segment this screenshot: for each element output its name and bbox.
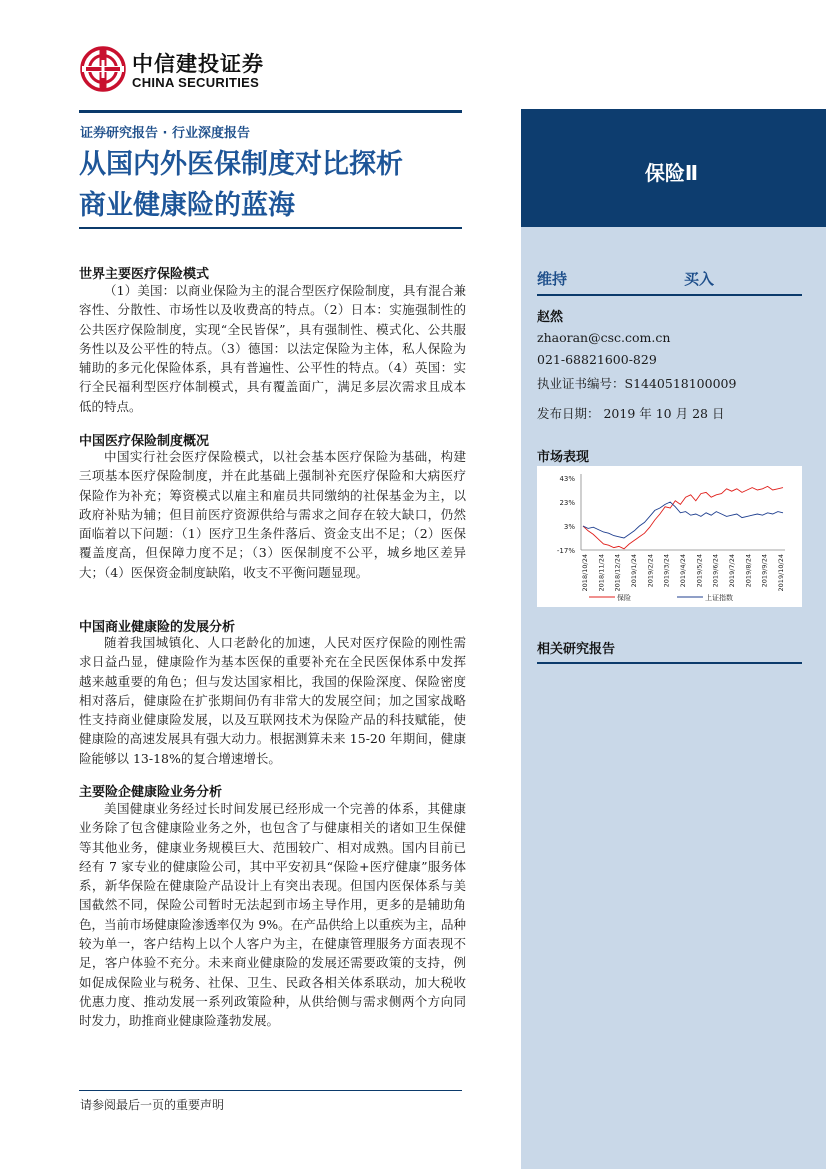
- analyst-name: 赵然: [537, 310, 564, 325]
- x-tick-label: 2019/8/24: [744, 554, 753, 588]
- section-body: （1）美国：以商业保险为主的混合型医疗保险制度，具有混合兼容性、分散性、市场性以及收费高的特点。（2）日本：实施强制性的公共医疗保险制度，实现“全民皆保”，具有强制性、模式化、公共服务性以及公平性的特点。（3）德国：以法定保险为主体，私人保险为辅助的多元化保险体系，具有普遍性、公平性的特点。（4）英国：实行全民福利型医疗体制模式，具有覆盖面广，满足多层次需求且成本低的特点。: [79, 283, 466, 414]
- sector-text: 保险Ⅱ: [644, 161, 699, 185]
- related-rule: [537, 662, 802, 664]
- title-line-1: 从国内外医保制度对比探析: [79, 149, 403, 180]
- x-tick-label: 2018/10/24: [581, 554, 589, 592]
- section-body: 中国实行社会医疗保险模式，以社会基本医疗保险为基础，构建三项基本医疗保险制度，并在此基础上强制补充医疗保险和大病医疗保险作为补充；筹资模式以雇主和雇员共同缴纳的社保基金为主，以政府补贴为辅；但目前医疗资源供给与需求之间存在较大缺口，仍然面临着以下问题：（1）医疗卫生条件落后、资金支出不足；（2）医保覆盖度高，但保障力度不足；（3）医保制度不公平，城乡地区差异大；（4）医保资金制度缺陷，收支不平衡问题显现。: [79, 449, 466, 580]
- title-line-2: 商业健康险的蓝海: [79, 190, 295, 221]
- section-heading: 中国医疗保险制度概况: [79, 434, 210, 449]
- title-rule: [79, 227, 462, 229]
- logo-name-en: CHINA SECURITIES: [132, 75, 260, 90]
- report-title: [79, 144, 479, 226]
- section-body: 美国健康业务经过长时间发展已经形成一个完善的体系，其健康业务除了包含健康险业务之外，也包含了与健康相关的诸如卫生保健等其他业务，健康业务规模巨大、范围较广、相对成熟。国内目前已经有 7 家专业的健康险公司，其中平安初具“保险+医疗健康”服务体系，新华保险在健康险产品设计上有突出表现。但国内医保体系与美国截然不同，保险公司暂时无法起到市场主导作用，更多的是辅助角色，当前市场健康险渗透率仅为 9%。在产品供给上以重疾为主，品种较为单一，客户结构上以个人客户为主，在健康管理服务方面表现不足，客户体验不充分。未来商业健康险的发展还需要政策的支持，例如促成保险业与税务、社保、卫生、民政各相关体系联动，加大税收优惠力度、推动发展一系列政策险种，从供给侧与需求侧两个方向同时发力，助推商业健康险蓬勃发展。: [79, 801, 466, 1029]
- y-tick-label: 3%: [563, 523, 575, 531]
- logo-name-cn: 中信建投证券: [132, 52, 264, 76]
- section-heading: 世界主要医疗保险模式: [79, 267, 210, 282]
- footer-disclaimer: 请参阅最后一页的重要声明: [80, 1098, 225, 1112]
- x-tick-label: 2019/10/24: [777, 554, 785, 592]
- analyst-license: 执业证书编号：S1440518100009: [537, 376, 737, 391]
- x-tick-label: 2019/4/24: [679, 554, 687, 588]
- header-rule: [79, 110, 462, 113]
- market-performance-title: 市场表现: [537, 450, 590, 465]
- x-tick-label: 2019/6/24: [711, 554, 720, 588]
- sidebar-rule: [537, 294, 802, 296]
- legend-label-index: 上证指数: [705, 594, 733, 602]
- related-reports-title: 相关研究报告: [537, 642, 616, 657]
- market-chart-svg: [537, 466, 802, 607]
- x-tick-label: 2019/1/24: [630, 554, 638, 588]
- section-heading: 中国商业健康险的发展分析: [79, 620, 236, 635]
- x-tick-label: 2019/9/24: [760, 554, 769, 588]
- rating-label: 维持: [537, 270, 568, 288]
- x-tick-label: 2019/3/24: [662, 554, 671, 588]
- series-line-index: [583, 502, 783, 538]
- footer-rule: [79, 1090, 462, 1091]
- x-tick-label: 2019/7/24: [728, 554, 736, 588]
- x-tick-label: 2018/12/24: [613, 554, 622, 592]
- report-type: 证券研究报告 · 行业深度报告: [80, 126, 250, 141]
- sector-label: [521, 157, 826, 186]
- company-logo: [80, 46, 300, 96]
- y-tick-label: -17%: [556, 547, 575, 555]
- analyst-phone: 021-68821600-829: [537, 352, 657, 367]
- y-tick-label: 23%: [559, 499, 575, 507]
- citic-logo-icon: [80, 46, 126, 92]
- section-heading: 主要险企健康险业务分析: [79, 785, 223, 800]
- x-tick-label: 2019/2/24: [646, 554, 655, 588]
- series-line-insurance: [583, 486, 783, 548]
- x-tick-label: 2019/5/24: [695, 554, 704, 588]
- x-tick-label: 2018/11/24: [597, 554, 606, 592]
- analyst-email: zhaoran@csc.com.cn: [537, 330, 671, 345]
- section-body: 随着我国城镇化、人口老龄化的加速，人民对医疗保险的刚性需求日益凸显，健康险作为基本医保的重要补充在全民医保体系中发挥越来越重要的角色；但与发达国家相比，我国的保险深度、保险密度相对落后，健康险在扩张期间仍有非常大的发展空间；加之国家战略性支持商业健康险发展，以及互联网技术为保险产品的科技赋能，使健康险的高速发展具有强大动力。根据测算未来 15-20 年期间，健康险能够以 13-18%的复合增速增长。: [79, 635, 466, 766]
- rating-value: 买入: [684, 270, 715, 288]
- y-tick-label: 43%: [559, 475, 575, 483]
- market-chart: [537, 466, 802, 607]
- legend-label-insurance: 保险: [617, 594, 631, 602]
- publish-date: 发布日期： 2019 年 10 月 28 日: [537, 406, 725, 421]
- sector-box: [521, 109, 826, 227]
